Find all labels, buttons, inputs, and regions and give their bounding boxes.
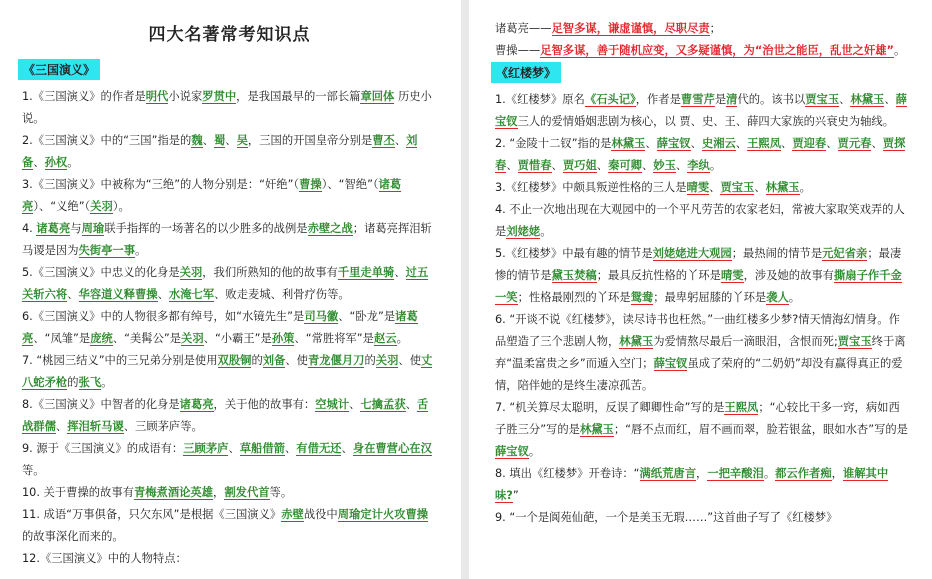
key-term: 清 bbox=[726, 93, 738, 106]
text-segment: 战役中 bbox=[303, 508, 338, 521]
text-segment: 虽成了荣府的“二奶奶”却没有赢得真正的爱情，陪伴她的是终生凄凉孤苦。 bbox=[495, 357, 903, 392]
key-term: 关羽 bbox=[181, 332, 204, 345]
key-term: 青龙偃月刀 bbox=[307, 354, 365, 367]
character-traits bbox=[495, 18, 908, 62]
text-segment: ，涉及她的故事有 bbox=[743, 269, 834, 282]
key-term: 周瑜定计火攻曹操 bbox=[337, 508, 429, 521]
text-segment: 、 bbox=[871, 137, 883, 150]
text-segment: 联手指挥的一场著名的以少胜多的战例是 bbox=[104, 222, 308, 235]
key-term: 撕扇子作千金一笑 bbox=[495, 269, 902, 304]
text-segment: 。 bbox=[709, 159, 722, 172]
key-term: 薛宝钗 bbox=[653, 357, 688, 370]
text-segment: ，三国的开国皇帝分别是 bbox=[247, 134, 373, 147]
key-term: 曹雪芹 bbox=[680, 93, 715, 106]
key-term: 林黛玉 bbox=[619, 335, 654, 348]
list-item bbox=[22, 394, 437, 438]
key-term: 赵云 bbox=[373, 332, 397, 345]
text-segment: 、“小霸王”是 bbox=[203, 332, 272, 345]
text-segment: 。 bbox=[528, 445, 541, 458]
key-term: 挥泪斩马谡 bbox=[67, 420, 124, 433]
text-segment: 1.《三国演义》的作者是 bbox=[22, 90, 146, 103]
text-segment: ；“唇不点而红，眉不画而翠，脸若银盆，眼如水杏”写的是 bbox=[613, 423, 908, 436]
text-segment: 。 bbox=[540, 225, 552, 238]
key-term: 秦可卿 bbox=[608, 159, 642, 172]
list-item bbox=[495, 507, 908, 529]
key-term: 章回体 bbox=[360, 90, 395, 103]
list-item bbox=[22, 218, 437, 262]
text-segment: 、 bbox=[690, 137, 702, 150]
key-term: 身在曹营心在汉 bbox=[352, 442, 432, 455]
text-segment: 、“凤雏”是 bbox=[33, 332, 91, 345]
key-term: 蜀 bbox=[213, 134, 226, 147]
key-term: 张飞 bbox=[78, 376, 102, 389]
text-segment: 历史小说。 bbox=[22, 90, 432, 125]
list-item bbox=[495, 243, 908, 309]
list-item bbox=[22, 548, 437, 570]
text-segment: 、 bbox=[202, 134, 214, 147]
text-segment: 10. 关于曹操的故事有 bbox=[22, 486, 134, 499]
key-term: 满纸荒唐言 bbox=[639, 467, 696, 480]
text-segment: 6. “开谈不说《红楼梦》，读尽诗书也枉然。”一曲红楼多少梦?情天情海幻情身。作品塑造了三个悲剧人物， bbox=[495, 313, 900, 348]
text-segment: 的 bbox=[67, 376, 79, 389]
key-term: 贾宝玉 bbox=[805, 93, 840, 106]
key-term: 丈八蛇矛枪 bbox=[22, 354, 433, 389]
key-term: 薛宝钗 bbox=[495, 93, 907, 128]
key-term: 七擒孟获 bbox=[360, 398, 406, 411]
section-title-sanguo: 《三国演义》 bbox=[18, 59, 100, 80]
text-segment: ；诸葛亮挥泪斩马谡是因为 bbox=[22, 222, 432, 257]
text-segment: ，关于他的故事有： bbox=[213, 398, 316, 411]
text-segment: ）、“智绝”（ bbox=[321, 178, 379, 191]
key-term: 贾元春 bbox=[837, 137, 872, 150]
key-term: 晴雯 bbox=[686, 181, 710, 194]
text-segment: 9. “一个是阆苑仙葩，一个是美玉无瑕……”这首曲子写了《红楼梦》 bbox=[495, 511, 838, 524]
key-term: 贾宝玉 bbox=[837, 335, 872, 348]
key-term: 刘姥姥 bbox=[506, 225, 541, 238]
text-segment: 、 bbox=[709, 181, 721, 194]
key-term: 贾惜春 bbox=[517, 159, 552, 172]
text-segment: 、 bbox=[228, 442, 240, 455]
text-segment: 、 bbox=[645, 137, 657, 150]
key-term: 水淹七军 bbox=[168, 288, 215, 301]
key-term: 林黛玉 bbox=[850, 93, 885, 106]
key-term: 华容道义释曹操 bbox=[78, 288, 158, 301]
key-term: 王熙凤 bbox=[747, 137, 782, 150]
list-item bbox=[495, 309, 908, 397]
text-segment: 、 bbox=[641, 159, 654, 172]
text-segment: 。 bbox=[799, 181, 811, 194]
text-segment: 11. 成语“万事俱备，只欠东风”是根据《三国演义》 bbox=[22, 508, 282, 521]
text-segment: ， bbox=[696, 467, 708, 480]
key-term: 有借无还 bbox=[296, 442, 342, 455]
key-term: 诸葛亮 bbox=[36, 222, 71, 235]
key-term: 李纨 bbox=[687, 159, 710, 172]
text-segment: ；最卑躬屈膝的丫环是 bbox=[653, 291, 767, 304]
list-item bbox=[495, 177, 908, 199]
text-segment: 的 bbox=[364, 354, 376, 367]
sanguo-items bbox=[22, 86, 437, 570]
text-segment: 、 bbox=[675, 159, 688, 172]
text-segment: ；最热闹的情节是 bbox=[731, 247, 823, 260]
left-page bbox=[0, 0, 461, 579]
text-segment: 、 bbox=[55, 420, 68, 433]
text-segment: 代的。该书以 bbox=[737, 93, 806, 106]
text-segment: ；最具反抗性格的丫环是 bbox=[596, 269, 721, 282]
text-segment: 等。 bbox=[269, 486, 293, 499]
text-segment: 5.《三国演义》中忠义的化身是 bbox=[22, 266, 180, 279]
list-item bbox=[495, 40, 908, 62]
text-segment: 。 bbox=[893, 44, 906, 57]
key-term: 孙策 bbox=[271, 332, 295, 345]
text-segment: ；性格最刚烈的丫环是 bbox=[517, 291, 631, 304]
list-item bbox=[22, 350, 437, 394]
list-item bbox=[22, 482, 437, 504]
key-term: 三顾茅庐 bbox=[183, 442, 229, 455]
text-segment: 、“常胜将军”是 bbox=[294, 332, 374, 345]
key-term: 刘姥姥进大观园 bbox=[652, 247, 732, 260]
text-segment: ” bbox=[512, 489, 519, 502]
text-segment: 。 bbox=[101, 376, 113, 389]
key-term: 失街亭一事 bbox=[78, 244, 135, 257]
text-segment: ，我们所熟知的他的故事有 bbox=[202, 266, 338, 279]
text-segment: 、 bbox=[596, 159, 609, 172]
list-item bbox=[22, 262, 437, 306]
text-segment: 、 bbox=[157, 288, 169, 301]
text-segment: 为爱情熬尽最后一滴眼泪，含恨而死; bbox=[653, 335, 838, 348]
key-term: 刘备 bbox=[262, 354, 286, 367]
text-segment: 4. bbox=[22, 222, 37, 235]
key-term: 关羽 bbox=[375, 354, 399, 367]
text-segment: 、 bbox=[735, 137, 748, 150]
key-term: 过五关斩六将 bbox=[22, 266, 429, 301]
text-segment: 是 bbox=[714, 93, 727, 106]
key-term: 关羽 bbox=[90, 200, 113, 213]
list-item bbox=[495, 397, 908, 463]
text-segment: 终于离弃“温柔富贵之乡”而遁入空门； bbox=[495, 335, 906, 370]
honglou-items bbox=[495, 89, 908, 529]
right-page bbox=[469, 0, 932, 579]
text-segment: 、 bbox=[405, 398, 417, 411]
key-term: 一把辛酸泪 bbox=[707, 467, 764, 480]
key-term: 千里走单骑 bbox=[337, 266, 395, 279]
text-segment: 、“美髯公”是 bbox=[112, 332, 182, 345]
list-item bbox=[495, 89, 908, 133]
document-title: 四大名著常考知识点 bbox=[148, 25, 311, 45]
key-term: 贾探春 bbox=[495, 137, 906, 172]
list-item bbox=[495, 199, 908, 243]
key-term: 贾迎春 bbox=[792, 137, 827, 150]
key-term: 王熙凤 bbox=[724, 401, 759, 414]
text-segment: ）。 bbox=[112, 200, 130, 213]
text-segment: ，作者是 bbox=[635, 93, 681, 106]
text-segment: 、使 bbox=[398, 354, 421, 367]
key-term: 谁解其中味? bbox=[495, 467, 889, 502]
key-term: 舌战群儒 bbox=[22, 398, 429, 433]
key-term: 鸳鸯 bbox=[630, 291, 654, 304]
text-segment: 等。 bbox=[22, 464, 45, 477]
text-segment: ，是我国最早的一部长篇 bbox=[236, 90, 361, 103]
key-term: 司马徽 bbox=[304, 310, 339, 323]
key-term: 草船借箭 bbox=[239, 442, 285, 455]
text-segment: 三人的爱情婚姻悲剧为核心，以 贾、史、王、薛四大家族的兴衰史为轴线。 bbox=[517, 115, 895, 128]
text-segment: 3.《红楼梦》中颇具叛逆性格的三人是 bbox=[495, 181, 687, 194]
list-item bbox=[495, 463, 908, 507]
text-segment: 3.《三国演义》中被称为“三绝”的人物分别是：“奸绝”（ bbox=[22, 178, 300, 191]
text-segment: 、 bbox=[349, 398, 361, 411]
key-term: 吴 bbox=[236, 134, 248, 147]
text-segment: 曹操—— bbox=[495, 44, 541, 57]
text-segment: ， bbox=[831, 467, 843, 480]
text-segment: 2. “金陵十二钗”指的是 bbox=[495, 137, 612, 150]
text-segment: 8. 填出《红楼梦》开卷诗：“ bbox=[495, 467, 640, 480]
text-segment: 4. 不止一次地出现在大观园中的一个平凡劳苦的农家老妇，常被大家取笑戏弄的人是 bbox=[495, 203, 905, 238]
key-term: 林黛玉 bbox=[765, 181, 800, 194]
text-segment: 、“卧龙”是 bbox=[338, 310, 396, 323]
text-segment: 7. “机关算尽太聪明，反误了卿卿性命”写的是 bbox=[495, 401, 725, 414]
key-term: 明代 bbox=[145, 90, 169, 103]
text-segment: 、 bbox=[826, 137, 838, 150]
text-segment: 、 bbox=[67, 288, 79, 301]
key-term: 都云作者痴 bbox=[775, 467, 832, 480]
key-term: 青梅煮酒论英雄 bbox=[133, 486, 214, 499]
key-term: 林黛玉 bbox=[611, 137, 646, 150]
key-term: 曹丕 bbox=[372, 134, 395, 147]
text-segment: 的 bbox=[251, 354, 263, 367]
list-item bbox=[22, 306, 437, 350]
key-term: 关羽 bbox=[179, 266, 203, 279]
text-segment: 。 bbox=[67, 156, 79, 169]
list-item bbox=[22, 438, 437, 482]
key-phrase: 足智多谋，谦虚谨慎，尽职尽责 bbox=[551, 22, 710, 35]
key-term: 晴雯 bbox=[720, 269, 744, 282]
text-segment: 诸葛亮—— bbox=[495, 22, 552, 35]
text-segment: 5.《红楼梦》中最有趣的情节是 bbox=[495, 247, 653, 260]
text-segment: 。 bbox=[135, 244, 147, 257]
key-term: 孙权 bbox=[44, 156, 68, 169]
text-segment: ， bbox=[213, 486, 225, 499]
key-term: 诸葛亮 bbox=[179, 398, 214, 411]
key-term: 诸葛亮 bbox=[22, 310, 418, 345]
text-segment: 6.《三国演义》中的人物很多都有绰号，如“水镜先生”是 bbox=[22, 310, 305, 323]
key-term: 双股铜 bbox=[217, 354, 252, 367]
text-segment: 、 bbox=[551, 159, 563, 172]
key-term: 贾巧姐 bbox=[562, 159, 597, 172]
text-segment: 7. “桃园三结义”中的三兄弟分别是使用 bbox=[22, 354, 218, 367]
key-term: 黛玉焚稿 bbox=[551, 269, 597, 282]
text-segment: 12.《三国演义》中的人物特点： bbox=[22, 552, 187, 565]
text-segment: 、三顾茅庐等。 bbox=[123, 420, 203, 433]
key-term: 袭人 bbox=[766, 291, 789, 304]
key-term: 空城计 bbox=[315, 398, 350, 411]
text-segment: 、 bbox=[394, 134, 407, 147]
text-segment: 、败走麦城、利骨疗伤等。 bbox=[214, 288, 350, 301]
key-term: 薛宝钗 bbox=[656, 137, 691, 150]
text-segment: 、 bbox=[394, 266, 406, 279]
text-segment: 、 bbox=[884, 93, 896, 106]
key-phrase: 足智多谋，善于随机应变，又多疑谨慎，为“治世之能臣，乱世之奸雄” bbox=[540, 44, 894, 57]
key-term: 周瑜 bbox=[81, 222, 105, 235]
key-term: 林黛玉 bbox=[579, 423, 614, 436]
text-segment: 的故事深化而来的。 bbox=[22, 530, 124, 543]
key-term: 魏 bbox=[191, 134, 203, 147]
text-segment: ；“心较比干多一窍，病如西子胜三分”写的是 bbox=[495, 401, 900, 436]
key-term: 赤壁 bbox=[281, 508, 304, 521]
text-segment: 。 bbox=[396, 332, 408, 345]
list-item bbox=[22, 174, 437, 218]
text-segment: ）、“义绝”（ bbox=[33, 200, 91, 213]
key-term: 赤壁之战 bbox=[307, 222, 353, 235]
text-segment: 小说家 bbox=[168, 90, 203, 103]
key-term: 元妃省亲 bbox=[822, 247, 868, 260]
key-term: 《石头记》 bbox=[584, 93, 636, 106]
key-term: 庞统 bbox=[90, 332, 113, 345]
key-term: 曹操 bbox=[299, 178, 322, 191]
text-segment: ； bbox=[709, 22, 721, 35]
key-term: 史湘云 bbox=[701, 137, 736, 150]
key-term: 割发代首 bbox=[224, 486, 270, 499]
text-segment: 9. 源于《三国演义》的成语有： bbox=[22, 442, 184, 455]
key-term: 罗贯中 bbox=[202, 90, 237, 103]
list-item bbox=[22, 130, 437, 174]
text-segment: 2.《三国演义》中的“三国”指是的 bbox=[22, 134, 192, 147]
key-term: 刘备 bbox=[22, 134, 418, 169]
text-segment: 、 bbox=[839, 93, 851, 106]
text-segment: 、 bbox=[754, 181, 766, 194]
text-segment: 。 bbox=[763, 467, 776, 480]
text-segment: 、 bbox=[284, 442, 297, 455]
key-term: 妙玉 bbox=[653, 159, 676, 172]
text-segment: 、 bbox=[225, 134, 237, 147]
text-segment: 、 bbox=[506, 159, 518, 172]
key-term: 贾宝玉 bbox=[720, 181, 755, 194]
text-segment: 、 bbox=[33, 156, 45, 169]
text-segment: ；最凄惨的情节是 bbox=[495, 247, 902, 282]
list-item bbox=[22, 504, 437, 548]
list-item bbox=[495, 18, 908, 40]
text-segment: 、使 bbox=[285, 354, 308, 367]
section-title-honglou: 《红楼梦》 bbox=[491, 62, 561, 83]
text-segment: 、 bbox=[341, 442, 353, 455]
text-segment: 与 bbox=[70, 222, 82, 235]
list-item bbox=[495, 133, 908, 177]
text-segment: 1.《红楼梦》原名 bbox=[495, 93, 585, 106]
text-segment: 8.《三国演义》中智者的化身是 bbox=[22, 398, 180, 411]
key-term: 诸葛亮 bbox=[22, 178, 402, 213]
list-item bbox=[22, 86, 437, 130]
text-segment: 。 bbox=[788, 291, 801, 304]
text-segment: 、 bbox=[781, 137, 793, 150]
key-term: 薛宝钗 bbox=[495, 445, 529, 458]
